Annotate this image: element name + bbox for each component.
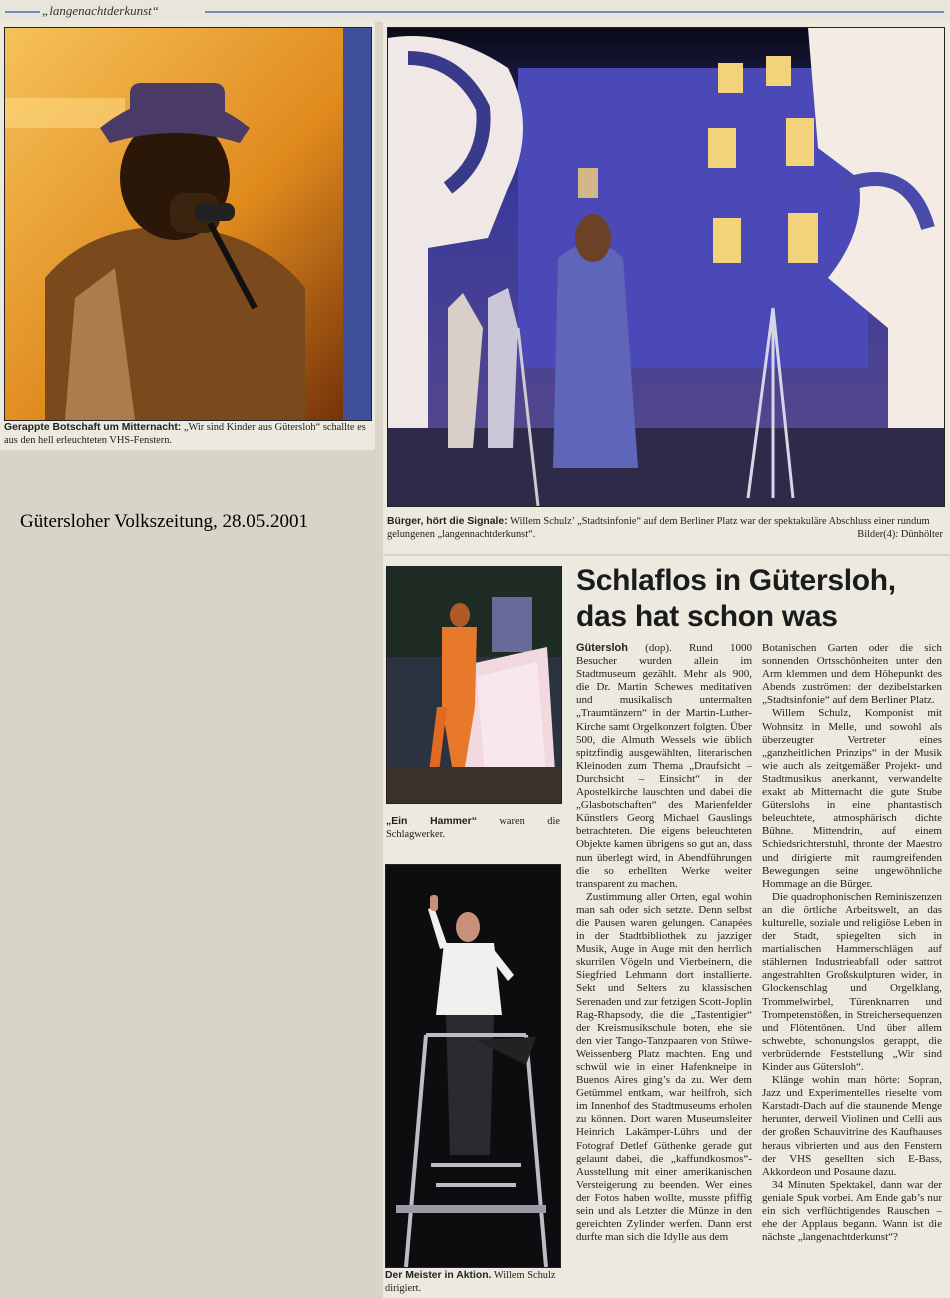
conductor-photo	[385, 864, 561, 1268]
col2-paragraph-5: 34 Minuten Spektakel, dann war der geniale Spuk vorbei. Am Ende gab’s nur ein sich verflüchtigendes Rauschen – ehe der Applaus begann. Wann ist die nächste „langenachtderkunst“?	[762, 1178, 942, 1244]
conductor-image	[386, 865, 560, 1267]
dateline: Gütersloh	[576, 642, 628, 654]
section-kicker: „langenachtderkunst“	[42, 3, 159, 18]
square-caption-bold: Bürger, hört die Signale:	[387, 516, 508, 527]
square-image	[388, 28, 944, 506]
col2-paragraph-4: Klänge wohin man hörte: Sopran, Jazz und Experimentelles rieselte vom Karstadt-Dach auf die staunende Menge herunter, derweil Violinen und Celli aus der großen Schauvitrine des Kaufhauses heraus vibrierten und aus den Fenstern der VHS gesellten sich E-Bass, Akkordeon und Posaune dazu.	[762, 1074, 942, 1178]
source-note: Gütersloher Volkszeitung, 28.05.2001	[20, 511, 308, 532]
col1-paragraph-2: Zustimmung aller Orten, egal wohin man sah oder sich setzte. Denn selbst die Pausen waren gelungen. Canapées in der Stadtbibliothek zu jazziger Musik, Auge in Auge mit den herrlich skurrilen Vögeln und Vierbeinern, die Siegfried Lehmann dort installierte. Sekt und Selters zu klassischen Serenaden und zur fetzigen Scott-Joplin Rag-Rhapsody, die die „Tastentigier“ der Kreismusikschule boten, ehe sie den vier Tango-Tanzpaaren von Stüwe-Weissenberg Platz machten. Eng und schwül wie in einer Hafenkneipe in Buenos Aires ging’s da zu. Wer dem Getümmel entkam, war heilfroh, sich im Innenhof des Stadtmuseums erholen zu können. Dort waren Museumsleiter Heinrich Lakämper-Lührs und der Fotograf Detlef Güthenke gerade gut gelaunt dabei, die „kaffundkosmos“-Ausstellung mit einer amerikanischen Versteigerung zu beenden. Wer eines der Fotos haben wollte, musste pfiffig sein und als Letzter die Münze in den gereichten Zylinder werfen. Dann erst durfte man sich die Idylle aus dem	[576, 890, 752, 1244]
hammer-image	[387, 567, 561, 803]
conductor-caption	[385, 1270, 559, 1295]
article-column-1	[576, 642, 752, 1292]
rapper-caption-text: „Wir sind Kinder aus Gütersloh“ schallte es aus den hell erleuchteten VHS-Fenstern.	[4, 422, 366, 446]
conductor-caption-text: Willem Schulz dirigiert.	[385, 1270, 556, 1294]
article-column-2	[762, 642, 942, 1292]
square-photo	[387, 27, 945, 507]
col2-paragraph-3: Die quadrophonischen Reminiszenzen an die örtliche Arbeitswelt, an das kulturelle, soziale und religiöse Leben in der Stadt, spiegelten sich in martialischen Hammerschlägen auf stählernen Industrieabfall oder sattrot angestrahlten Großskulpturen wider, in Glockenschlag und Orgelklang, Trommelwirbel, Türenknarren und Trompetenstößen, in Streichersequenzen und Flötentönen. Und über allem schwebte, schonungslos gerappt, die verbrüdernde Feststellung „Wir sind Kinder aus Gütersloh“.	[762, 890, 942, 1073]
hammer-photo	[386, 566, 562, 804]
header-rule-left	[5, 11, 40, 13]
col1-paragraph-1-text: (dop). Rund 1000 Besucher wurden allein im Stadtmuseum gezählt. Mehr als 900, die Dr. Martin Schewes meditativen und musikalisch untermalten „Traumtänzern“ in der Martin-Luther-Kirche samt Orgelkonzert folgten. Über 500, die Almuth Wessels wie üblich spitzfindig ausgewählten, literarischen Kleinoden zum Thema „Draufsicht – Durchsicht – Einsicht“ in der Apostelkirche lauschten und dabei die „Glasbotschaften“ des Marienfelder Künstlers Georg Michael Gauslings betrachteten. Die eigens beleuchteten Objekte kamen übrigens so gut an, dass nun überlegt wird, in Abendführungen die so erhellten Werke weiter transparent zu machen.	[576, 642, 752, 890]
rapper-photo	[4, 27, 372, 421]
hammer-caption	[386, 816, 560, 841]
headline-line-1: Schlaflos in Gütersloh,	[576, 564, 896, 597]
photo-credit: Bilder(4): Dünhölter	[857, 529, 943, 540]
hammer-caption-bold: „Ein Hammer“	[386, 816, 477, 827]
conductor-caption-bold: Der Meister in Aktion.	[385, 1270, 492, 1281]
col1-paragraph-1	[576, 642, 752, 891]
article-headline	[576, 563, 946, 635]
rapper-image	[5, 28, 371, 420]
col2-paragraph-2: Willem Schulz, Komponist mit Wohnsitz in Melle, und sowohl als überzeugter Vertreter eines „ganzheitlichen Prinzips“ in der Musik wie auch als zeitgemäßer Projekt- und Stadtmusikus anerkannt, verwandelte exakt ab Mitternacht die gute Stube Güterslohs in eine phantastisch beleuchtete, atmosphärisch dichte Bühne. Mittendrin, auf einem Schiedsrichterstuhl, thronte der Maestro und dirigierte mit raumgreifenden Bewegungen seine ungewöhnliche Hommage an die Bürger.	[762, 707, 942, 890]
headline-line-2: das hat schon was	[576, 600, 838, 633]
header-rule-right	[205, 11, 944, 13]
col2-paragraph-1: Botanischen Garten oder die sich sonnenden Ortsschönheiten unter den Arm klemmen und dem Höhepunkt des Abends zuströmen: der dezibelstarken „Stadtsinfonie“ auf dem Berliner Platz.	[762, 642, 942, 707]
square-caption-text: Willem Schulz’ „Stadtsinfonie“ auf dem Berliner Platz war der spektakuläre Abschluss einer rundum gelungenen „langennachtderkunst“.	[387, 516, 930, 540]
hammer-caption-text: waren die Schlagwerker.	[386, 816, 560, 840]
rapper-caption	[4, 422, 368, 447]
rapper-caption-bold: Gerappte Botschaft um Mitternacht:	[4, 422, 182, 433]
